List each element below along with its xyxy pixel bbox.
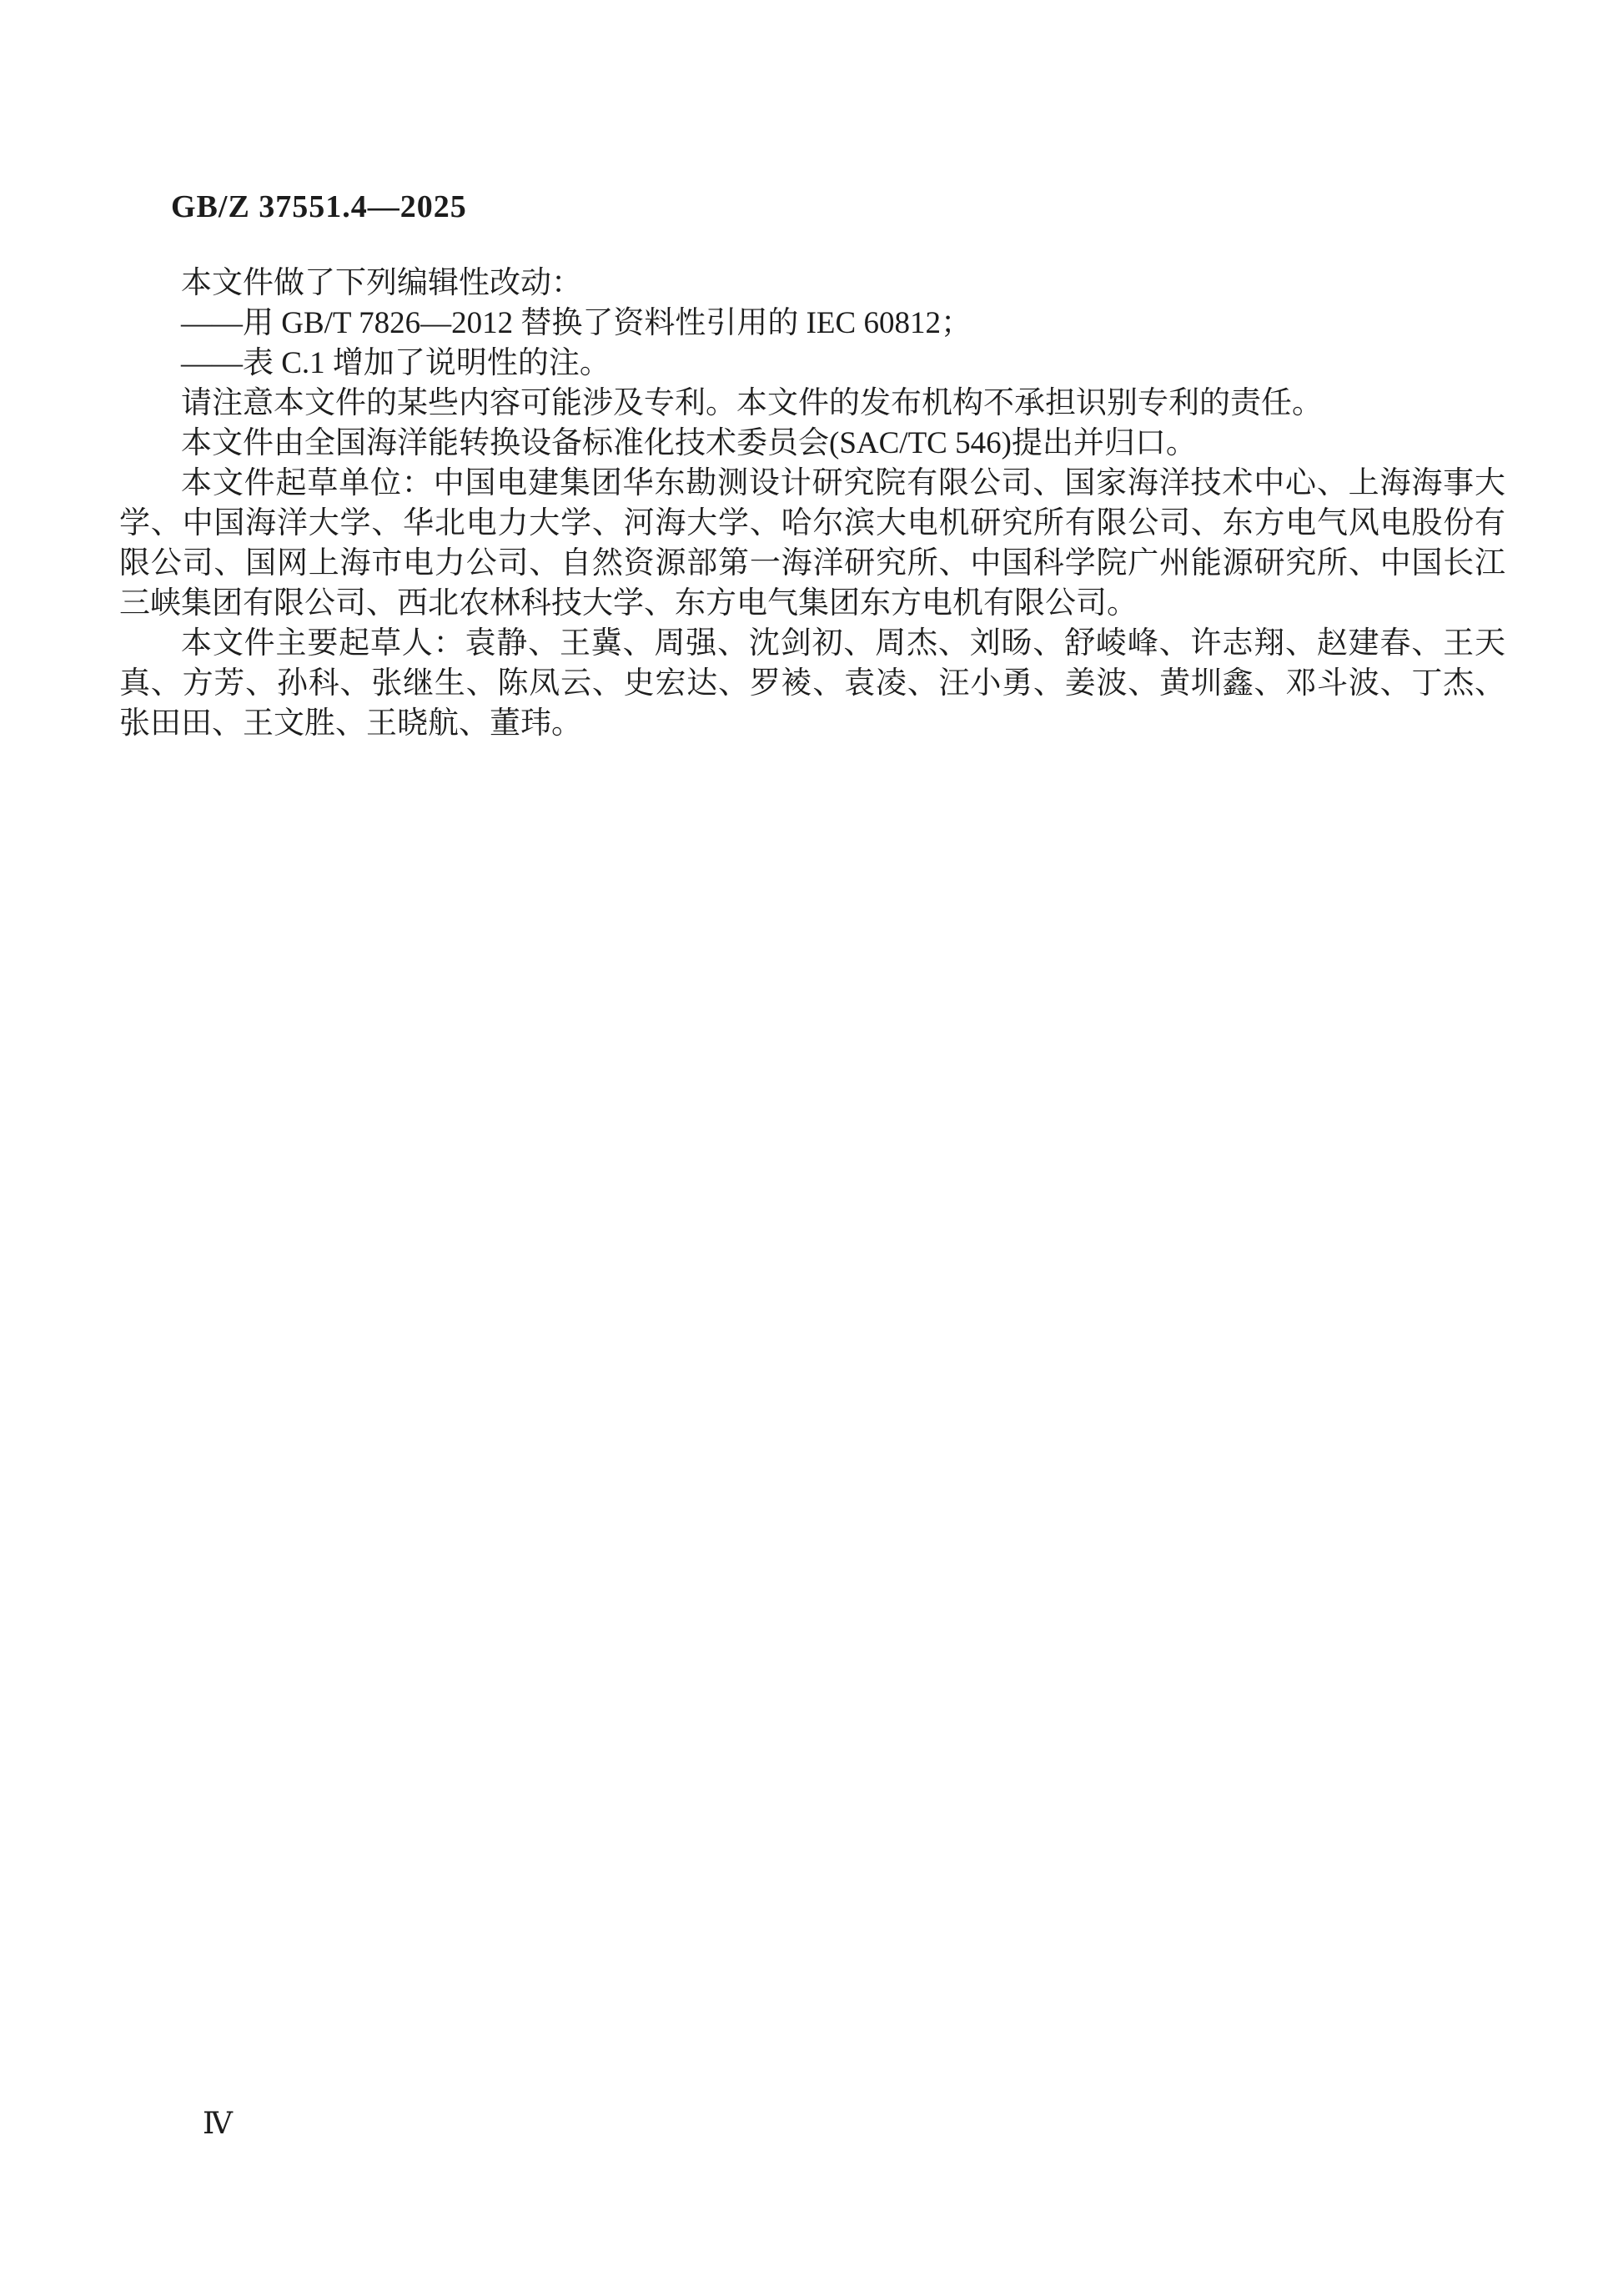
document-body [119, 264, 1505, 744]
paragraph-7: 本文件主要起草人：袁静、王冀、周强、沈剑初、周杰、刘旸、舒崚峰、许志翔、赵建春、王天真、方芳、孙科、张继生、陈凤云、史宏达、罗裬、袁凌、汪小勇、姜波、黄圳鑫、邓斗波、丁杰、张田田、王文胜、王晓航、董玮。 [119, 626, 1505, 741]
paragraph-2: ——用 GB/T 7826—2012 替换了资料性引用的 IEC 60812； [181, 306, 972, 340]
doc-number-header: GB/Z 37551.4—2025 [171, 189, 467, 224]
paragraph-4: 请注意本文件的某些内容可能涉及专利。本文件的发布机构不承担识别专利的责任。 [181, 386, 1323, 420]
paragraph-1: 本文件做了下列编辑性改动： [181, 266, 582, 300]
page-number: Ⅳ [203, 2107, 233, 2140]
paragraph-3: ——表 C.1 增加了说明性的注。 [181, 346, 611, 380]
paragraph-5: 本文件由全国海洋能转换设备标准化技术委员会(SAC/TC 546)提出并归口。 [181, 426, 1197, 460]
paragraph-6: 本文件起草单位：中国电建集团华东勘测设计研究院有限公司、国家海洋技术中心、上海海事大学、中国海洋大学、华北电力大学、河海大学、哈尔滨大电机研究所有限公司、东方电气风电股份有限公司、国网上海市电力公司、自然资源部第一海洋研究所、中国科学院广州能源研究所、中国长江三峡集团有限公司、西北农林科技大学、东方电气集团东方电机有限公司。 [119, 466, 1505, 620]
